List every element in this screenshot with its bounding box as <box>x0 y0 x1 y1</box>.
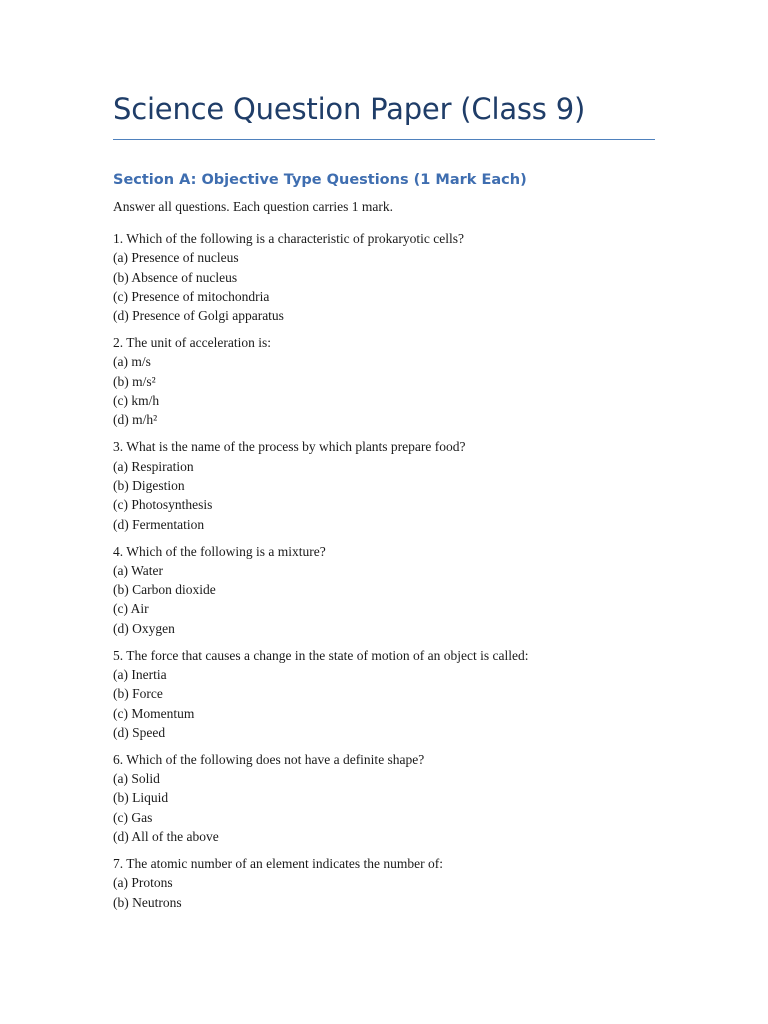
question-text: 3. What is the name of the process by which plants prepare food? <box>113 439 466 455</box>
option-c: (c) Air <box>113 601 149 617</box>
option-a: (a) Respiration <box>113 458 194 474</box>
option-d: (d) m/h² <box>113 412 158 428</box>
option-a: (a) Solid <box>113 771 160 787</box>
option-d: (d) Fermentation <box>113 516 205 532</box>
option-a: (a) m/s <box>113 354 151 370</box>
option-d: (d) Presence of Golgi apparatus <box>113 308 284 324</box>
page-title: Science Question Paper (Class 9) <box>113 92 586 126</box>
question-text: 1. Which of the following is a characteristic of prokaryotic cells? <box>113 231 464 246</box>
question-3 <box>113 437 528 533</box>
question-list <box>113 229 528 920</box>
option-d: (d) Oxygen <box>113 620 175 636</box>
option-c: (c) Presence of mitochondria <box>113 288 270 304</box>
question-2 <box>113 333 528 429</box>
question-text: 5. The force that causes a change in the state of motion of an object is called: <box>113 647 529 663</box>
option-a: (a) Presence of nucleus <box>113 250 239 266</box>
option-b: (b) Carbon dioxide <box>113 582 216 598</box>
option-c: (c) km/h <box>113 393 160 409</box>
option-b: (b) Force <box>113 686 163 702</box>
option-c: (c) Photosynthesis <box>113 497 213 513</box>
option-c: (c) Momentum <box>113 705 195 721</box>
option-a: (a) Inertia <box>113 666 167 682</box>
question-text: 2. The unit of acceleration is: <box>113 335 271 351</box>
option-d: (d) All of the above <box>113 829 219 845</box>
question-text: 7. The atomic number of an element indicates the number of: <box>113 856 444 872</box>
section-heading: Section A: Objective Type Questions (1 Mark Each) <box>113 172 527 188</box>
option-b: (b) Neutrons <box>113 894 182 910</box>
option-d: (d) Speed <box>113 724 166 740</box>
question-7 <box>113 854 528 912</box>
option-b: (b) m/s² <box>113 373 156 389</box>
question-5 <box>113 646 528 742</box>
question-text: 4. Which of the following is a mixture? <box>113 543 326 559</box>
question-4 <box>113 542 528 638</box>
option-b: (b) Digestion <box>113 477 185 493</box>
option-b: (b) Absence of nucleus <box>113 269 238 285</box>
question-text: 6. Which of the following does not have a definite shape? <box>113 751 425 767</box>
question-1 <box>113 229 528 325</box>
instructions-text: Answer all questions. Each question carries 1 mark. <box>113 199 394 214</box>
option-a: (a) Protons <box>113 875 173 891</box>
option-a: (a) Water <box>113 562 164 578</box>
option-b: (b) Liquid <box>113 790 169 806</box>
question-6 <box>113 750 528 846</box>
option-c: (c) Gas <box>113 809 153 825</box>
title-underline-rule <box>113 139 655 140</box>
